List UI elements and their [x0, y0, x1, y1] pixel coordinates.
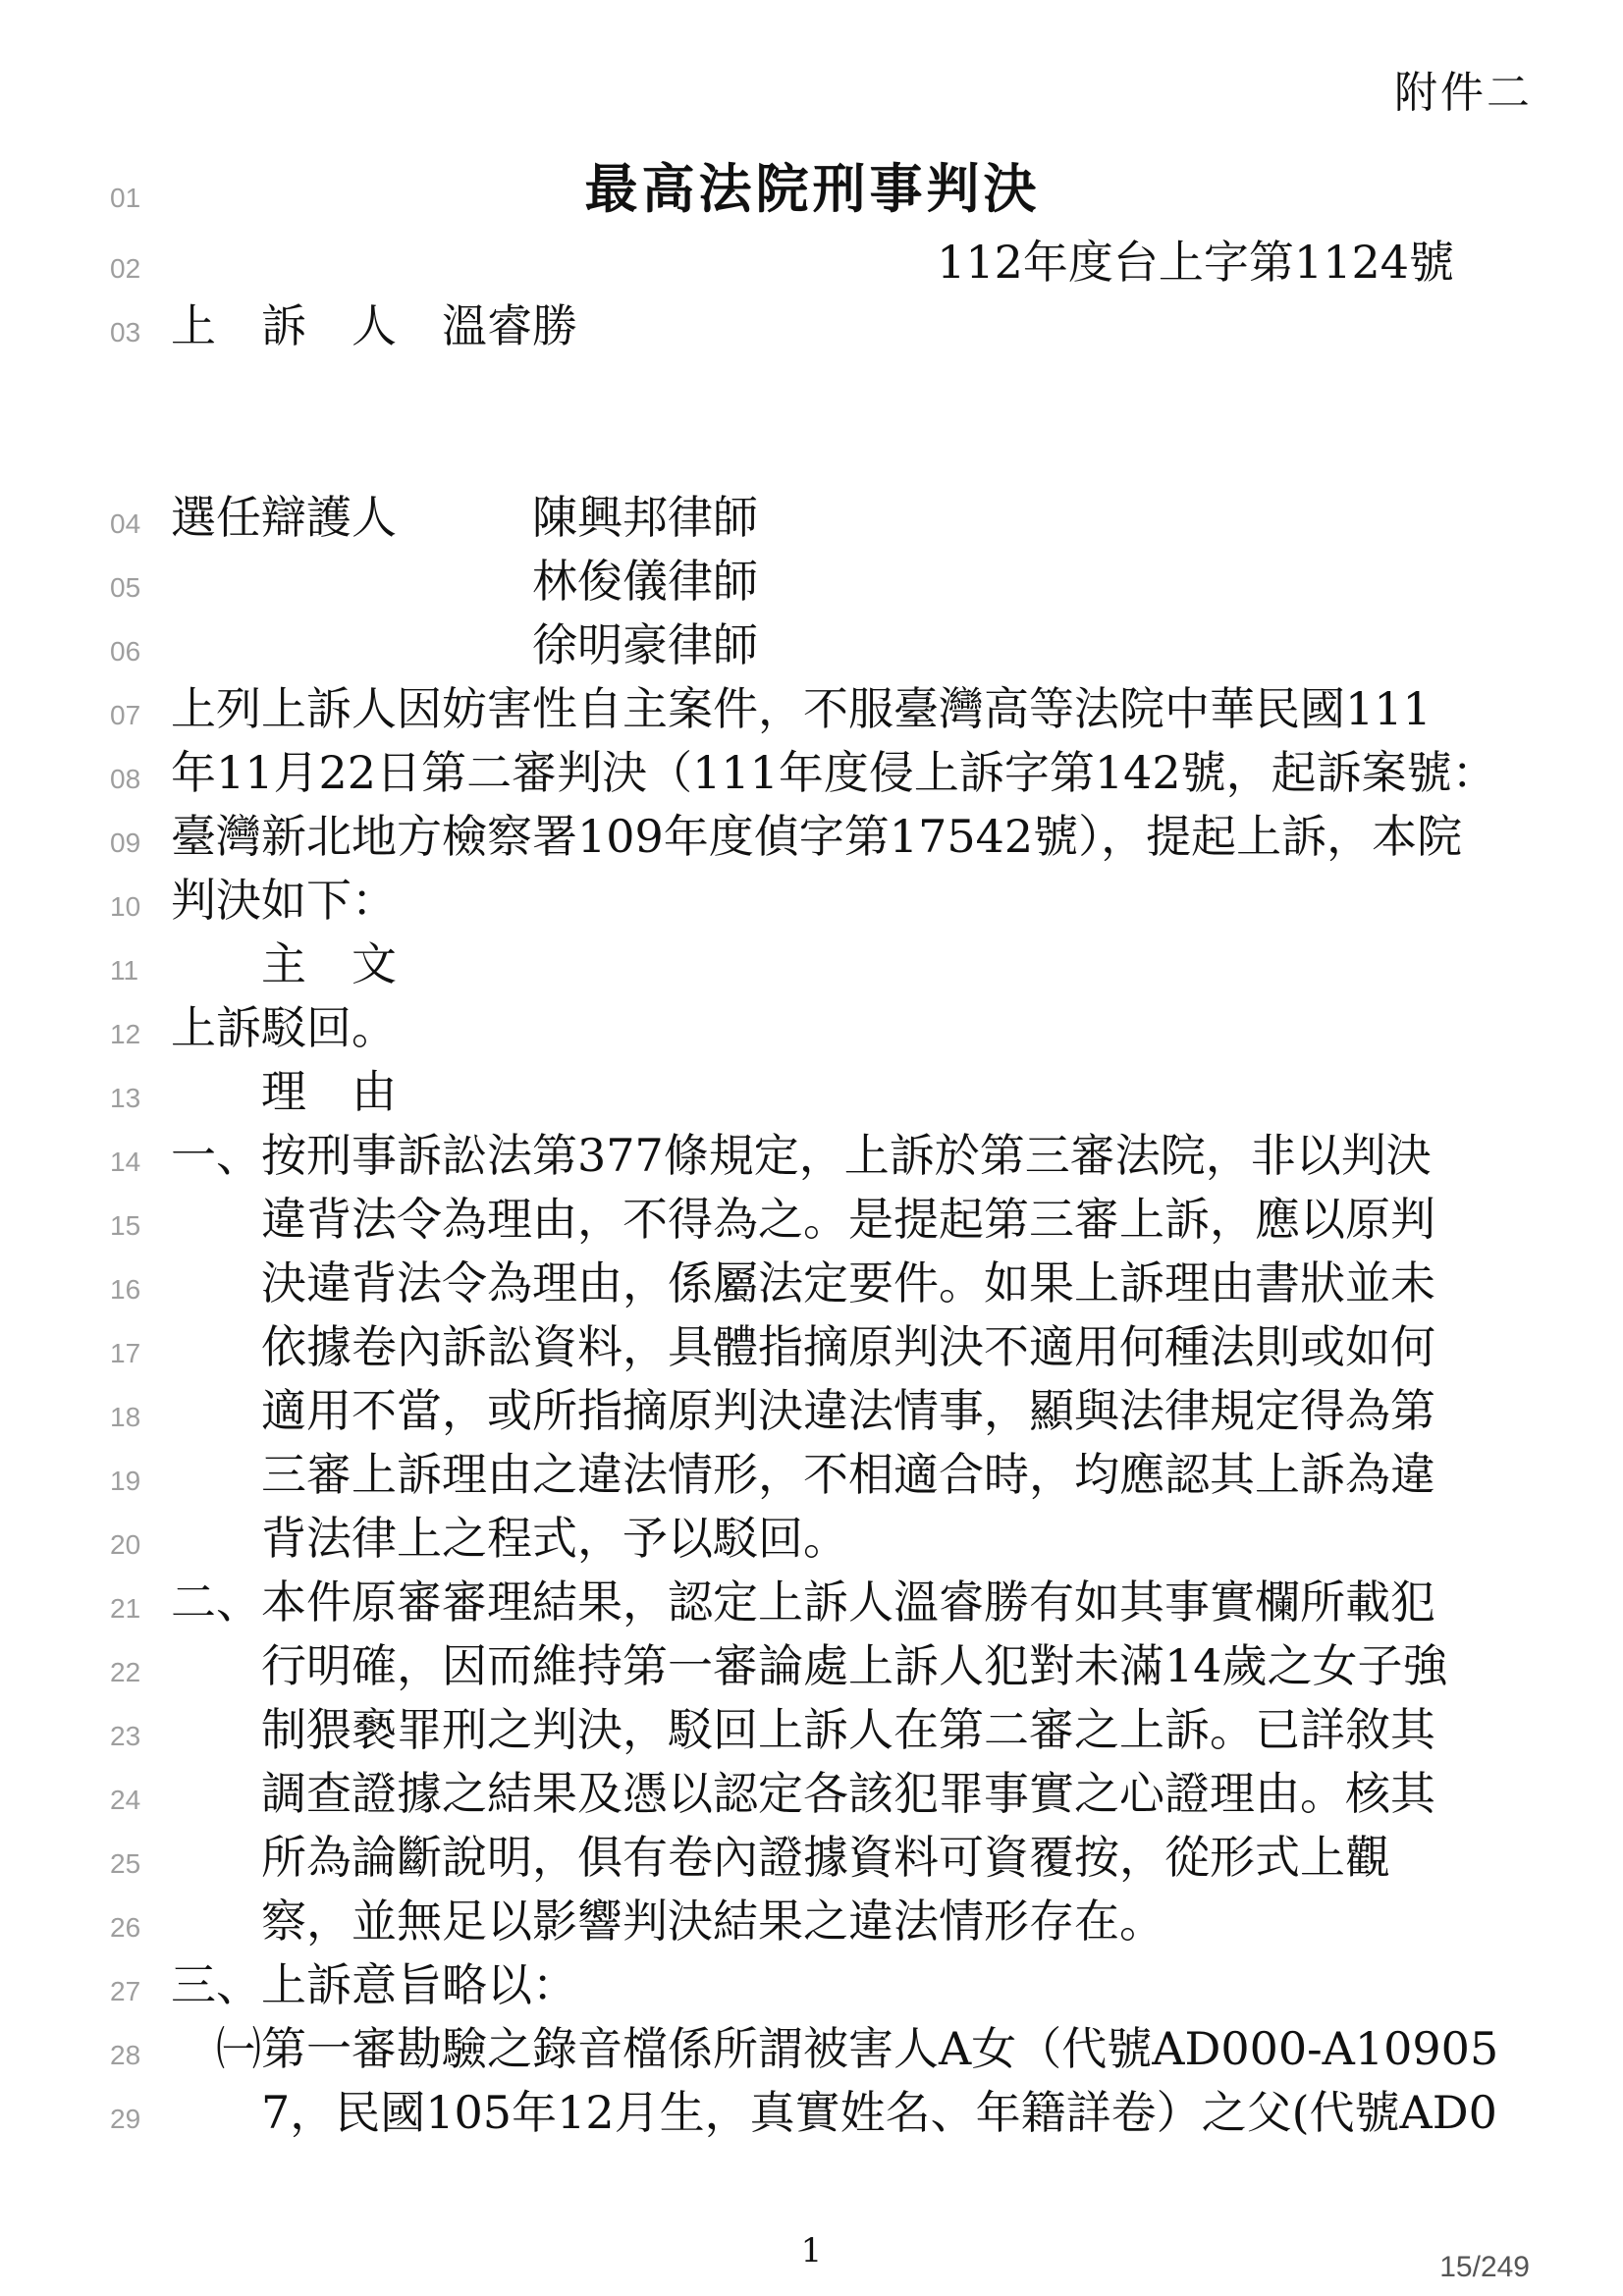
line-number: 18: [110, 1402, 141, 1432]
line-text: 制猥褻罪刑之判決，駁回上訴人在第二審之上訴。已詳敘其: [261, 1703, 1435, 1756]
document-line: [0, 294, 1623, 358]
document-line: [0, 1507, 1623, 1571]
line-text: ㈠第一審勘驗之錄音檔係所謂被害人A女（代號AD000-A10905: [216, 2022, 1499, 2075]
line-number: 23: [110, 1721, 141, 1751]
document-line: [0, 2081, 1623, 2145]
line-number: 01: [110, 183, 141, 213]
line-number: 04: [110, 508, 141, 539]
line-number: 14: [110, 1147, 141, 1177]
document-line: [0, 1060, 1623, 1124]
document-line: [0, 614, 1623, 677]
line-number: 10: [110, 891, 141, 922]
line-text: 7，民國105年12月生，真實姓名、年籍詳卷）之父(代號AD0: [261, 2086, 1497, 2139]
line-number: 13: [110, 1083, 141, 1113]
line-text: 背法律上之程式，予以駁回。: [261, 1512, 848, 1565]
line-number: 17: [110, 1338, 141, 1368]
document-line: [0, 805, 1623, 869]
document-line: [0, 1953, 1623, 2017]
line-text: 二、本件原審審理結果，認定上訴人溫睿勝有如其事實欄所載犯: [171, 1575, 1435, 1629]
line-number: 15: [110, 1210, 141, 1241]
line-number: 19: [110, 1466, 141, 1496]
line-text: 三審上訴理由之違法情形，不相適合時，均應認其上訴為違: [261, 1448, 1435, 1501]
document-line: [0, 1571, 1623, 1634]
line-number: 07: [110, 700, 141, 730]
document-line: [0, 1698, 1623, 1762]
line-number: 09: [110, 828, 141, 858]
page-number: 1: [800, 2231, 823, 2270]
line-number: 27: [110, 1976, 141, 2006]
document-line: [0, 1379, 1623, 1443]
document-line: [0, 1188, 1623, 1252]
attachment-label: 附件二: [1394, 68, 1533, 118]
line-number: 16: [110, 1274, 141, 1305]
line-text: 察，並無足以影響判決結果之違法情形存在。: [261, 1895, 1164, 1948]
document-line: [0, 1443, 1623, 1507]
document-line: [0, 1762, 1623, 1826]
line-number: 26: [110, 1912, 141, 1943]
line-number: 22: [110, 1657, 141, 1687]
line-text: 主 文: [261, 937, 397, 990]
document-line: [0, 741, 1623, 805]
line-text: 林俊儀律師: [532, 555, 758, 608]
line-text: 選任辯護人 陳興邦律師: [171, 491, 758, 544]
document-line: [0, 486, 1623, 550]
line-number: 21: [110, 1593, 141, 1624]
document-line: [0, 231, 1623, 294]
line-text: 行明確，因而維持第一審論處上訴人犯對未滿14歲之女子強: [261, 1639, 1448, 1692]
line-number: 08: [110, 764, 141, 794]
line-text: 年11月22日第二審判決（111年度侵上訴字第142號，起訴案號：: [171, 746, 1497, 799]
document-line: [0, 147, 1623, 231]
line-text: 適用不當，或所指摘原判決違法情事，顯與法律規定得為第: [261, 1384, 1435, 1437]
line-text: 違背法令為理由，不得為之。是提起第三審上訴，應以原判: [261, 1193, 1435, 1246]
line-text: 最高法院刑事判決: [584, 157, 1041, 220]
line-text: 三、上訴意旨略以：: [171, 1958, 577, 2011]
line-text: 上訴駁回。: [171, 1001, 397, 1054]
line-number: 03: [110, 317, 141, 347]
document-line: [0, 1315, 1623, 1379]
line-number: 20: [110, 1529, 141, 1560]
line-text: 依據卷內訴訟資料，具體指摘原判決不適用何種法則或如何: [261, 1320, 1435, 1373]
page-indicator: 15/249: [1439, 2251, 1530, 2283]
line-text: 臺灣新北地方檢察署109年度偵字第17542號），提起上訴，本院: [171, 810, 1463, 863]
line-number: 06: [110, 636, 141, 667]
document-line: [0, 1826, 1623, 1890]
line-text: 上 訴 人 溫睿勝: [171, 299, 577, 352]
line-text: 一、按刑事訴訟法第377條規定，上訴於第三審法院，非以判決: [171, 1129, 1432, 1182]
document-line: [0, 1124, 1623, 1188]
document-line: [0, 677, 1623, 741]
line-text: 112年度台上字第1124號: [937, 236, 1454, 289]
document-line: [0, 933, 1623, 996]
line-text: 調查證據之結果及憑以認定各該犯罪事實之心證理由。核其: [261, 1767, 1435, 1820]
line-number: 11: [110, 955, 139, 986]
document-line: [0, 996, 1623, 1060]
line-text: 判決如下：: [171, 874, 397, 927]
line-text: 所為論斷說明，俱有卷內證據資料可資覆按，從形式上觀: [261, 1831, 1390, 1884]
line-number: 12: [110, 1019, 141, 1049]
document-line: [0, 869, 1623, 933]
document-line: [0, 1890, 1623, 1953]
line-number: 28: [110, 2040, 141, 2070]
line-number: 25: [110, 1848, 141, 1879]
document-line: [0, 1252, 1623, 1315]
line-number: 29: [110, 2104, 141, 2134]
line-number: 02: [110, 253, 141, 284]
document-line: [0, 2017, 1623, 2081]
line-text: 理 由: [261, 1065, 397, 1118]
document-line: [0, 550, 1623, 614]
line-number: 05: [110, 572, 141, 603]
line-text: 上列上訴人因妨害性自主案件，不服臺灣高等法院中華民國111: [171, 682, 1432, 735]
line-number: 24: [110, 1785, 141, 1815]
line-text: 決違背法令為理由，係屬法定要件。如果上訴理由書狀並未: [261, 1256, 1435, 1309]
document-line: [0, 1634, 1623, 1698]
document-body: [0, 147, 1623, 2145]
line-text: 徐明豪律師: [532, 618, 758, 671]
